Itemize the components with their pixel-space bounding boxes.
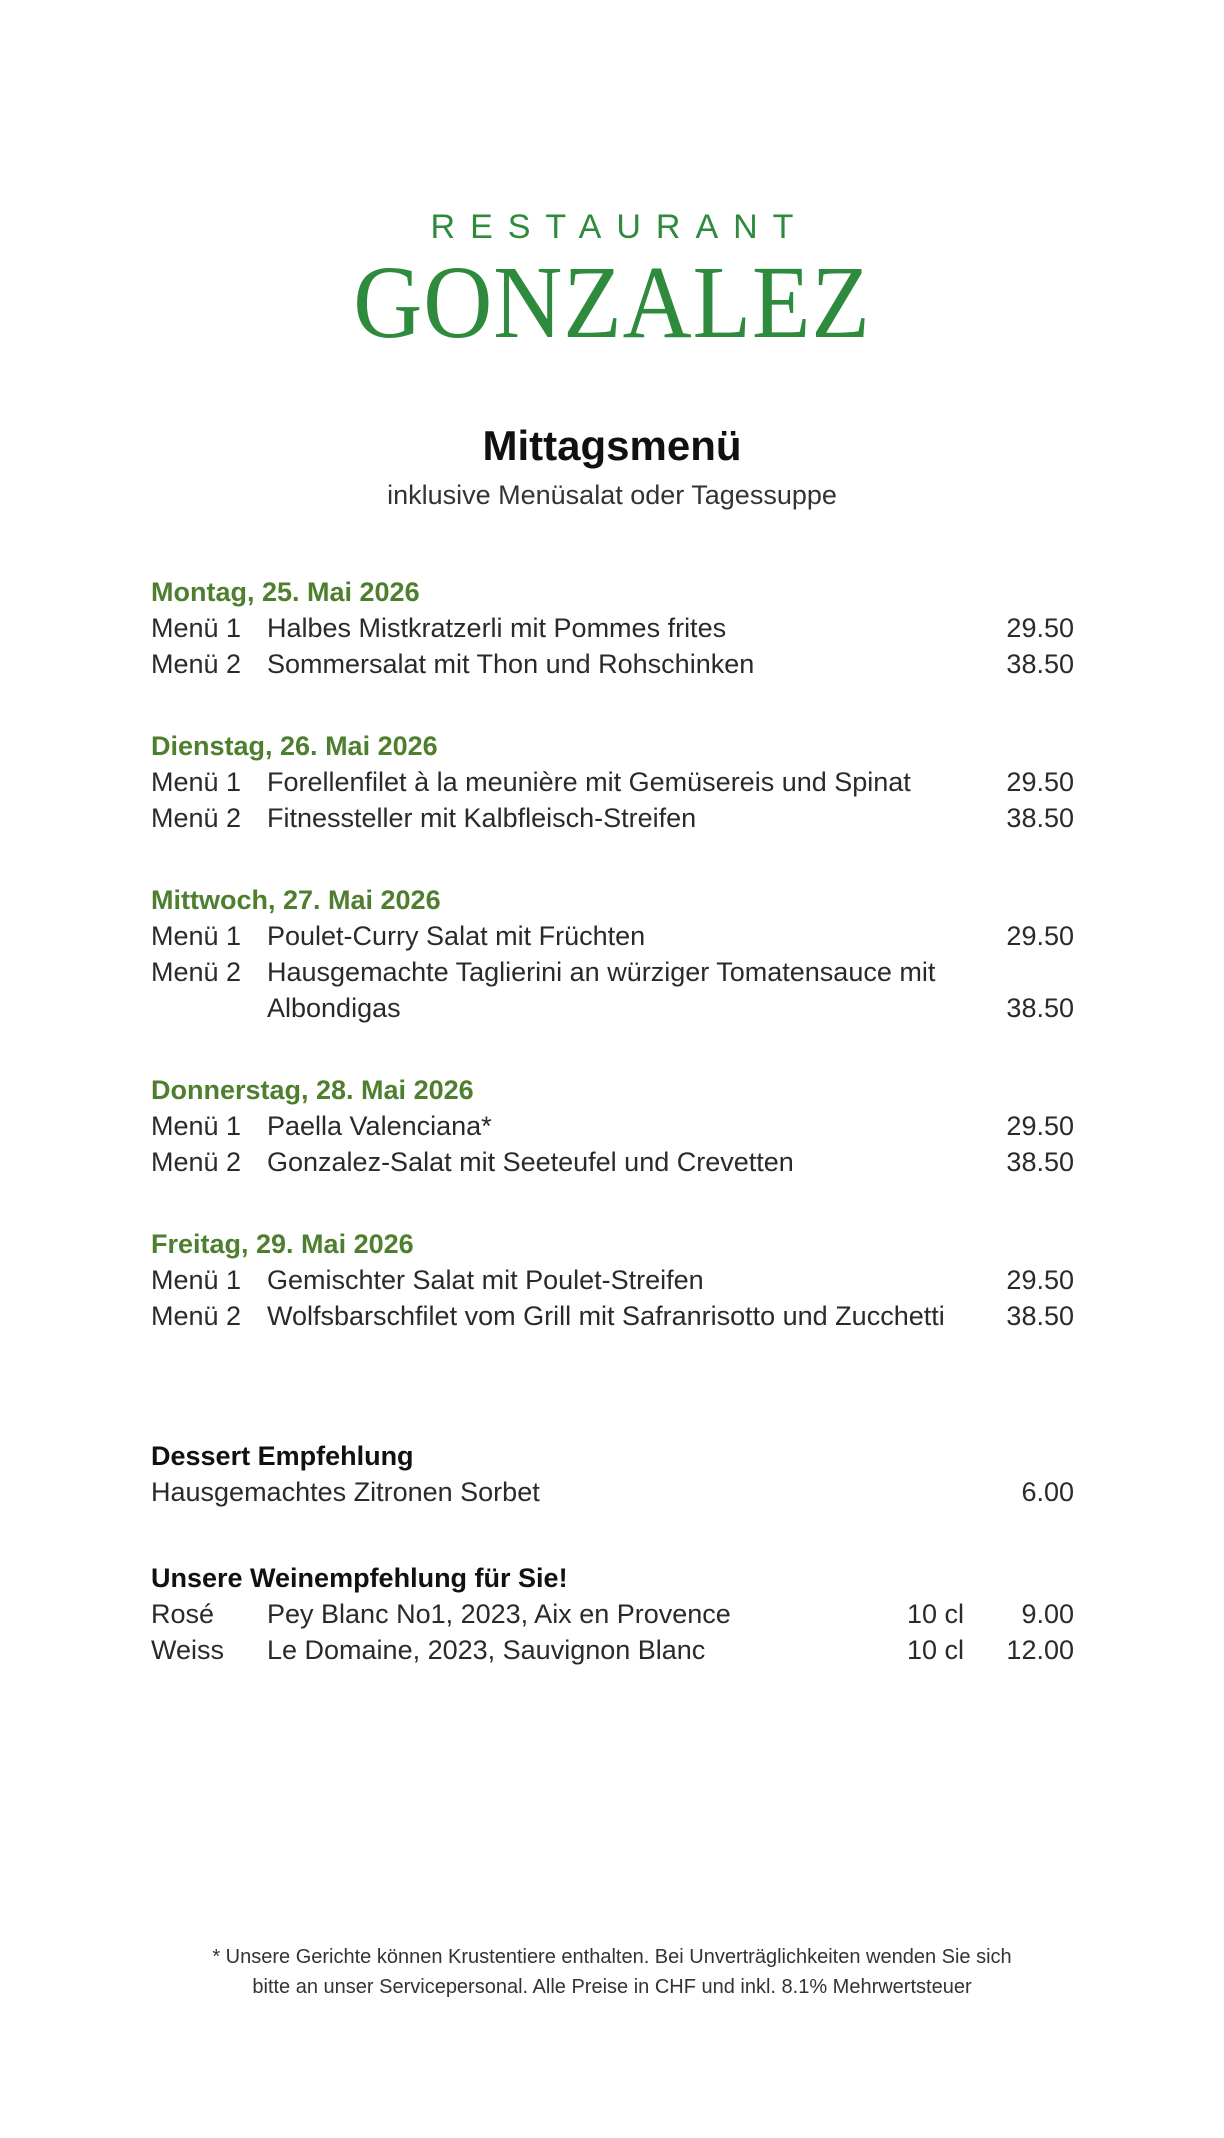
wine-row bbox=[151, 1596, 1074, 1632]
menu-dish: Paella Valenciana* bbox=[267, 1111, 492, 1141]
menu-price: 29.50 bbox=[1006, 921, 1074, 951]
day-tuesday bbox=[151, 728, 1074, 836]
day-heading: Montag, 25. Mai 2026 bbox=[151, 577, 420, 607]
menu-row bbox=[151, 800, 1074, 836]
logo-restaurant-text: RESTAURANT bbox=[430, 208, 809, 246]
menu-row bbox=[151, 1144, 1074, 1180]
menu-row bbox=[151, 764, 1074, 800]
menu-row-continued bbox=[151, 990, 1074, 1026]
menu-price: 29.50 bbox=[1006, 1265, 1074, 1295]
menu-row bbox=[151, 646, 1074, 682]
footnote bbox=[0, 1942, 1224, 2002]
wine-section bbox=[151, 1560, 1074, 1668]
wine-label: Weiss bbox=[151, 1635, 225, 1665]
menu-price: 29.50 bbox=[1006, 613, 1074, 643]
menu-row bbox=[151, 1108, 1074, 1144]
menu-label: Menü 1 bbox=[151, 1265, 242, 1295]
day-monday bbox=[151, 574, 1074, 682]
wine-label: Rosé bbox=[151, 1599, 215, 1629]
menu-label: Menü 2 bbox=[151, 649, 242, 679]
wine-size: 10 cl bbox=[906, 1635, 964, 1665]
wine-price: 12.00 bbox=[1006, 1635, 1074, 1665]
menu-price: 29.50 bbox=[1006, 1111, 1074, 1141]
dessert-price: 6.00 bbox=[1021, 1477, 1074, 1507]
menu-price: 38.50 bbox=[1006, 1147, 1074, 1177]
menu-label: Menü 1 bbox=[151, 613, 242, 643]
weekly-menu bbox=[151, 574, 1074, 1380]
day-heading: Donnerstag, 28. Mai 2026 bbox=[151, 1075, 474, 1105]
menu-dish: Gonzalez-Salat mit Seeteufel und Crevetten bbox=[267, 1147, 794, 1177]
menu-label: Menü 2 bbox=[151, 1147, 242, 1177]
menu-dish: Poulet-Curry Salat mit Früchten bbox=[267, 921, 646, 951]
page-title: Mittagsmenü bbox=[482, 422, 742, 469]
menu-label: Menü 1 bbox=[151, 767, 242, 797]
wine-price: 9.00 bbox=[1021, 1599, 1074, 1629]
menu-label: Menü 2 bbox=[151, 957, 242, 987]
dessert-section bbox=[151, 1438, 1074, 1510]
menu-dish: Wolfsbarschfilet vom Grill mit Safranrisotto und Zucchetti bbox=[267, 1301, 945, 1331]
menu-price: 29.50 bbox=[1006, 767, 1074, 797]
wine-name: Le Domaine, 2023, Sauvignon Blanc bbox=[267, 1635, 706, 1665]
menu-label: Menü 1 bbox=[151, 921, 242, 951]
day-heading: Dienstag, 26. Mai 2026 bbox=[151, 731, 438, 761]
day-friday bbox=[151, 1226, 1074, 1334]
menu-dish: Halbes Mistkratzerli mit Pommes frites bbox=[267, 613, 727, 643]
menu-dish: Sommersalat mit Thon und Rohschinken bbox=[267, 649, 755, 679]
footnote-line-1: * Unsere Gerichte können Krustentiere enthalten. Bei Unverträglichkeiten wenden Sie sich bbox=[212, 1946, 1012, 1968]
wine-row bbox=[151, 1632, 1074, 1668]
menu-price: 38.50 bbox=[1006, 1301, 1074, 1331]
menu-row bbox=[151, 1298, 1074, 1334]
menu-row bbox=[151, 918, 1074, 954]
menu-dish: Hausgemachte Taglierini an würziger Tomatensauce mit bbox=[267, 957, 936, 987]
day-heading: Freitag, 29. Mai 2026 bbox=[151, 1229, 414, 1259]
day-thursday bbox=[151, 1072, 1074, 1180]
wine-name: Pey Blanc No1, 2023, Aix en Provence bbox=[267, 1599, 731, 1629]
menu-label: Menü 1 bbox=[151, 1111, 242, 1141]
page-subtitle: inklusive Menüsalat oder Tagessuppe bbox=[387, 480, 837, 510]
menu-dish: Fitnessteller mit Kalbfleisch-Streifen bbox=[267, 803, 697, 833]
menu-row bbox=[151, 610, 1074, 646]
menu-row bbox=[151, 954, 1074, 990]
dessert-item: Hausgemachtes Zitronen Sorbet bbox=[151, 1477, 540, 1507]
menu-dish: Gemischter Salat mit Poulet-Streifen bbox=[267, 1265, 704, 1295]
menu-label: Menü 2 bbox=[151, 1301, 242, 1331]
menu-price: 38.50 bbox=[1006, 649, 1074, 679]
wine-heading: Unsere Weinempfehlung für Sie! bbox=[151, 1563, 568, 1593]
wine-size: 10 cl bbox=[906, 1599, 964, 1629]
menu-row bbox=[151, 1262, 1074, 1298]
footnote-line-2: bitte an unser Servicepersonal. Alle Preise in CHF und inkl. 8.1% Mehrwertsteuer bbox=[252, 1976, 972, 1998]
menu-price: 38.50 bbox=[1006, 993, 1074, 1023]
logo-gonzalez-text: GONZALEZ bbox=[353, 245, 871, 360]
day-wednesday bbox=[151, 882, 1074, 1026]
menu-dish: Forellenfilet à la meunière mit Gemüsereis und Spinat bbox=[267, 767, 911, 797]
dessert-row bbox=[151, 1474, 1074, 1510]
menu-dish-continued: Albondigas bbox=[267, 993, 401, 1023]
menu-price: 38.50 bbox=[1006, 803, 1074, 833]
dessert-heading: Dessert Empfehlung bbox=[151, 1441, 414, 1471]
day-heading: Mittwoch, 27. Mai 2026 bbox=[151, 885, 441, 915]
menu-label: Menü 2 bbox=[151, 803, 242, 833]
